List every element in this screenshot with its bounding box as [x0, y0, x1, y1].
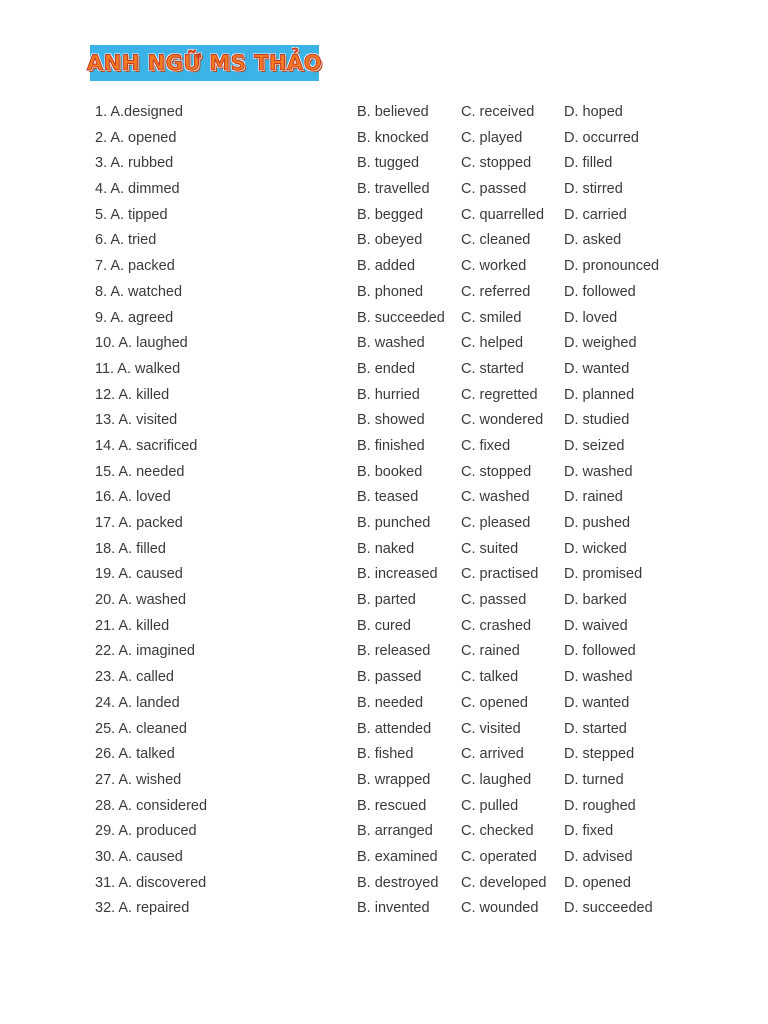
- question-row: [0, 228, 768, 254]
- question-row: [0, 460, 768, 486]
- option-a: 26. A. talked: [95, 746, 175, 763]
- option-b: B. hurried: [357, 386, 420, 403]
- question-row: [0, 203, 768, 229]
- option-d: D. planned: [564, 386, 635, 403]
- option-b: B. booked: [357, 463, 423, 480]
- option-d: D. occurred: [564, 129, 639, 146]
- option-b: B. phoned: [357, 283, 424, 300]
- option-d: D. weighed: [564, 335, 637, 352]
- option-d: D. opened: [564, 874, 631, 891]
- option-d: D. stepped: [564, 746, 635, 763]
- option-c: C. passed: [461, 592, 527, 609]
- question-row: [0, 306, 768, 332]
- option-b: B. showed: [357, 412, 425, 429]
- question-row: [0, 537, 768, 563]
- option-d: D. carried: [564, 206, 627, 223]
- option-b: B. destroyed: [357, 874, 439, 891]
- question-row: [0, 511, 768, 537]
- option-c: C. wounded: [461, 900, 539, 917]
- question-row: [0, 485, 768, 511]
- option-d: D. barked: [564, 592, 627, 609]
- logo-text: ANH NGỮ MS THẢO: [86, 51, 323, 75]
- option-c: C. laughed: [461, 771, 532, 788]
- option-c: C. played: [461, 129, 523, 146]
- option-c: C. operated: [461, 848, 537, 865]
- question-row: [0, 331, 768, 357]
- question-row: [0, 254, 768, 280]
- option-b: B. invented: [357, 900, 430, 917]
- option-a: 5. A. tipped: [95, 206, 168, 223]
- question-row: [0, 794, 768, 820]
- question-row: [0, 742, 768, 768]
- option-c: C. cleaned: [461, 232, 531, 249]
- option-a: 16. A. loved: [95, 489, 171, 506]
- option-a: 8. A. watched: [95, 283, 183, 300]
- option-a: 2. A. opened: [95, 129, 177, 146]
- option-c: C. passed: [461, 181, 527, 198]
- question-row: [0, 562, 768, 588]
- option-c: C. smiled: [461, 309, 522, 326]
- option-a: 29. A. produced: [95, 823, 197, 840]
- option-a: 1. A.designed: [95, 104, 183, 120]
- option-c: C. visited: [461, 720, 521, 737]
- option-a: 12. A. killed: [95, 386, 170, 403]
- option-b: B. needed: [357, 694, 424, 711]
- question-row: [0, 896, 768, 922]
- option-d: D. studied: [564, 412, 630, 429]
- option-a: 6. A. tried: [95, 232, 157, 249]
- option-a: 17. A. packed: [95, 515, 183, 531]
- option-a: 27. A. wished: [95, 771, 182, 788]
- option-d: D. asked: [564, 232, 622, 249]
- option-d: D. rained: [564, 489, 623, 506]
- question-row: [0, 100, 768, 126]
- option-b: B. arranged: [357, 823, 433, 840]
- option-b: B. begged: [357, 206, 424, 223]
- brand-logo: [86, 45, 323, 81]
- option-d: D. followed: [564, 643, 636, 660]
- question-row: [0, 639, 768, 665]
- option-d: D. stirred: [564, 181, 623, 198]
- option-b: B. cured: [357, 617, 411, 634]
- option-a: 21. A. killed: [95, 617, 170, 634]
- option-b: B. tugged: [357, 155, 420, 172]
- option-d: D. seized: [564, 437, 625, 454]
- question-row: [0, 871, 768, 897]
- option-b: B. knocked: [357, 129, 429, 146]
- option-c: C. quarrelled: [461, 206, 545, 223]
- option-b: B. finished: [357, 437, 425, 454]
- option-d: D. pushed: [564, 515, 631, 531]
- option-d: D. roughed: [564, 797, 636, 814]
- option-c: C. helped: [461, 335, 524, 352]
- option-d: D. wanted: [564, 360, 630, 377]
- option-a: 24. A. landed: [95, 694, 180, 711]
- option-d: D. hoped: [564, 104, 623, 120]
- option-c: C. crashed: [461, 617, 532, 634]
- option-c: C. stopped: [461, 155, 532, 172]
- option-c: C. pleased: [461, 515, 531, 531]
- question-row: [0, 614, 768, 640]
- question-row: [0, 357, 768, 383]
- option-b: B. attended: [357, 720, 432, 737]
- option-c: C. developed: [461, 874, 547, 891]
- question-row: [0, 768, 768, 794]
- option-b: B. fished: [357, 746, 414, 763]
- option-c: C. worked: [461, 258, 527, 275]
- option-d: D. advised: [564, 848, 633, 865]
- option-c: C. suited: [461, 540, 519, 557]
- option-a: 25. A. cleaned: [95, 720, 187, 737]
- option-a: 14. A. sacrificed: [95, 437, 198, 454]
- option-c: C. received: [461, 104, 535, 120]
- question-row: [0, 126, 768, 152]
- option-d: D. pronounced: [564, 258, 660, 275]
- option-b: B. naked: [357, 540, 415, 557]
- option-c: C. opened: [461, 694, 528, 711]
- option-b: B. travelled: [357, 181, 430, 198]
- option-c: C. washed: [461, 489, 530, 506]
- option-a: 22. A. imagined: [95, 643, 195, 660]
- option-a: 15. A. needed: [95, 463, 185, 480]
- option-d: D. loved: [564, 309, 618, 326]
- option-d: D. washed: [564, 463, 633, 480]
- option-d: D. turned: [564, 771, 624, 788]
- question-row: [0, 845, 768, 871]
- option-c: C. checked: [461, 823, 534, 840]
- question-list: [0, 100, 768, 922]
- option-a: 10. A. laughed: [95, 335, 188, 352]
- option-a: 3. A. rubbed: [95, 155, 174, 172]
- option-c: C. referred: [461, 283, 531, 300]
- question-row: [0, 151, 768, 177]
- option-b: B. examined: [357, 848, 438, 865]
- option-b: B. ended: [357, 360, 416, 377]
- option-b: B. punched: [357, 515, 431, 531]
- option-a: 32. A. repaired: [95, 900, 190, 917]
- option-b: B. succeeded: [357, 309, 445, 326]
- option-c: C. rained: [461, 643, 520, 660]
- option-b: B. rescued: [357, 797, 427, 814]
- option-a: 13. A. visited: [95, 412, 178, 429]
- option-c: C. practised: [461, 566, 539, 583]
- option-c: C. talked: [461, 669, 519, 686]
- option-a: 28. A. considered: [95, 797, 208, 814]
- option-a: 4. A. dimmed: [95, 181, 180, 198]
- option-c: C. pulled: [461, 797, 519, 814]
- question-row: [0, 383, 768, 409]
- option-c: C. fixed: [461, 437, 511, 454]
- option-b: B. teased: [357, 489, 419, 506]
- option-c: C. stopped: [461, 463, 532, 480]
- option-d: D. wanted: [564, 694, 630, 711]
- question-row: [0, 588, 768, 614]
- option-a: 31. A. discovered: [95, 874, 207, 891]
- option-d: D. waived: [564, 617, 628, 634]
- option-a: 9. A. agreed: [95, 309, 174, 326]
- option-d: D. succeeded: [564, 900, 653, 917]
- option-c: C. regretted: [461, 386, 538, 403]
- option-a: 18. A. filled: [95, 540, 166, 557]
- option-d: D. promised: [564, 566, 643, 583]
- option-b: B. obeyed: [357, 232, 423, 249]
- option-a: 30. A. caused: [95, 848, 183, 865]
- option-c: C. started: [461, 360, 524, 377]
- option-a: 20. A. washed: [95, 592, 187, 609]
- option-b: B. washed: [357, 335, 425, 352]
- question-row: [0, 434, 768, 460]
- question-row: [0, 691, 768, 717]
- option-b: B. wrapped: [357, 771, 431, 788]
- option-b: B. released: [357, 643, 431, 660]
- question-row: [0, 280, 768, 306]
- option-a: 19. A. caused: [95, 566, 183, 583]
- option-a: 7. A. packed: [95, 258, 175, 275]
- option-d: D. wicked: [564, 540, 627, 557]
- option-b: B. added: [357, 258, 416, 275]
- option-d: D. followed: [564, 283, 636, 300]
- option-c: C. wondered: [461, 412, 544, 429]
- option-b: B. passed: [357, 669, 422, 686]
- option-d: D. washed: [564, 669, 633, 686]
- question-row: [0, 717, 768, 743]
- option-a: 11. A. walked: [95, 360, 181, 377]
- question-row: [0, 819, 768, 845]
- question-row: [0, 177, 768, 203]
- option-d: D. started: [564, 720, 627, 737]
- question-row: [0, 665, 768, 691]
- option-d: D. fixed: [564, 823, 614, 840]
- option-c: C. arrived: [461, 746, 524, 763]
- option-a: 23. A. called: [95, 669, 174, 686]
- option-b: B. increased: [357, 566, 438, 583]
- option-d: D. filled: [564, 155, 613, 172]
- question-row: [0, 408, 768, 434]
- option-b: B. believed: [357, 104, 429, 120]
- option-b: B. parted: [357, 592, 416, 609]
